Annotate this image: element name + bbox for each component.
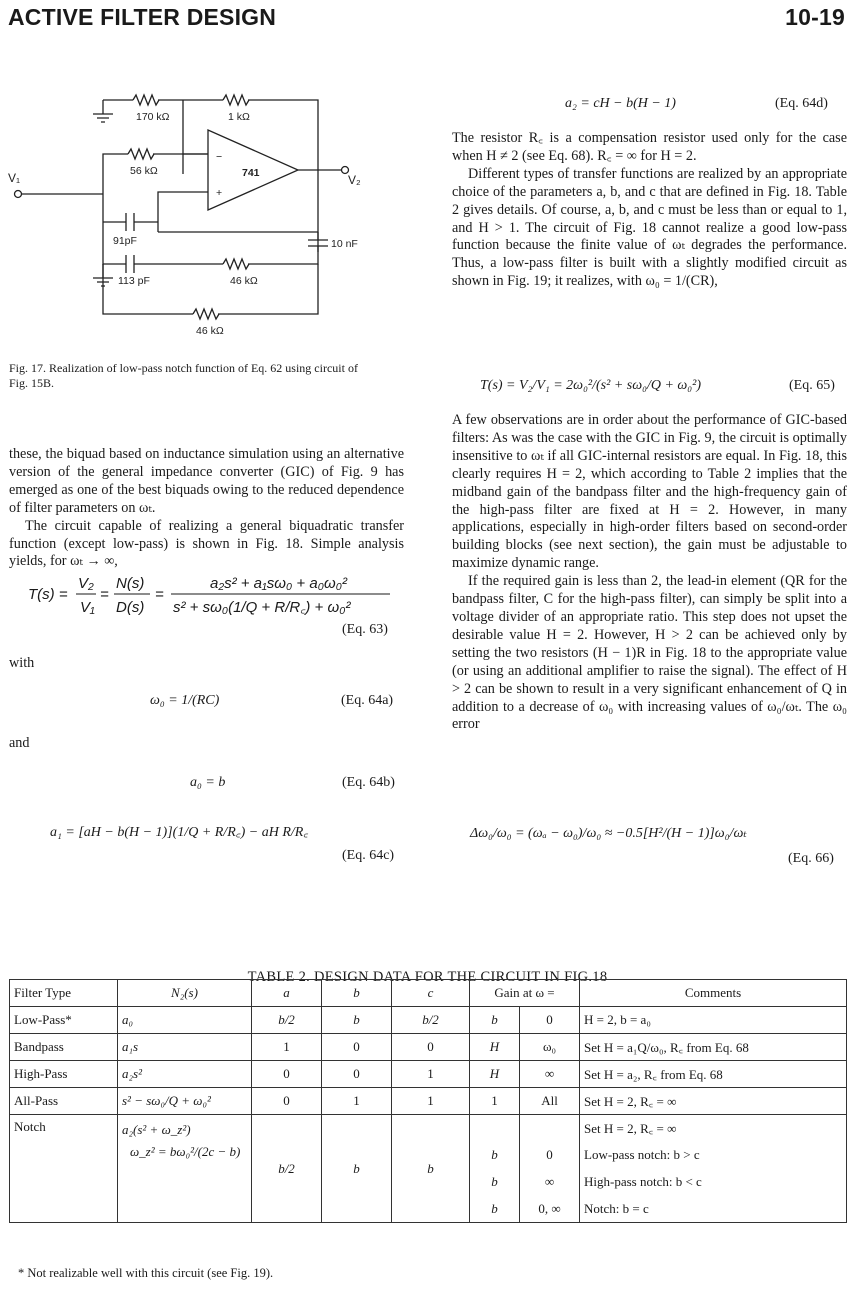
cell-a: 1 [252,1034,322,1061]
design-data-table [9,979,847,1223]
right-paragraph-2: Different types of transfer functions are realized by an appropriate choice of the parameters a, b, and c that are defined in Fig. 18. Table 2 gives details. Of course, a, b, and c must be less than or equal to 1, and H > 1. The circuit of Fig. 18 cannot realize a good low-pass function because the finite value of ωₜ degrades the performance. Thus, a low-pass filter is built with a slightly modified circuit as shown in Fig. 19; it realizes, with ω₀ = 1/(CR), [452,165,847,290]
svg-text:D(s): D(s) [116,599,145,616]
cell-gain: b [470,1196,520,1223]
left-paragraph-1: these, the biquad based on inductance simulation using an alternative version of the general impedance converter (GIC) of Fig. 9 has emerged as one of the best biquads owing to the reduced dependence of filter parameters on ωₜ. [9,446,404,516]
notch-wz: ω_z² = bω₀²/(2c − b) [130,1144,241,1159]
right-column-text-1 [452,130,847,291]
right-paragraph-4: If the required gain is less than 2, the lead-in element (QR for the bandpass filter, C for the high-pass filter), can simply be split into a voltage divider of an appropriate ratio. This step does not upset the desirable value H = 2. However, H > 2 can be achieved only by setting the two resistors (H − 1)R in Fig. 18 to the appropriate value (or using an additional amplifier to raise the signal). The effect of H > 2 can be shown to result in a very significant enhancement of Q in addition to a decrease of ω₀ with increasing values of ω₀/ωₜ. The ω₀ error [452,573,847,733]
eq65: T(s) = V₂/V₁ = 2ω₀²/(s² + sω₀/Q + ω₀²) [480,378,702,393]
cell-omega: ∞ [520,1061,580,1088]
svg-text:V₂: V₂ [78,575,94,592]
svg-text:N(s): N(s) [116,575,145,592]
cell-c: b/2 [392,1007,470,1034]
header-a: a [252,980,322,1007]
table-title: TABLE 2. DESIGN DATA FOR THE CIRCUIT IN FIG.18 [247,969,608,985]
eq65-tag: (Eq. 65) [789,378,835,393]
eq64d-tag: (Eq. 64d) [775,96,828,111]
opamp-label: 741 [242,167,260,179]
cell-gain: b [470,1007,520,1034]
cell-gain: b [470,1169,520,1196]
table-row [10,1088,847,1115]
cell-gain: H [470,1034,520,1061]
eq64a: ω₀ = 1/(RC) [150,693,220,708]
c1-label: 91pF [113,235,137,247]
r2-label: 1 kΩ [228,111,250,123]
c2-label: 10 nF [331,238,358,250]
cell-c: 0 [392,1034,470,1061]
svg-text:=: = [100,586,109,603]
cell-comment: Set H = a₂, R꜀ from Eq. 68 [580,1061,847,1088]
cell-type: Bandpass [10,1034,118,1061]
cell-omega: All [520,1088,580,1115]
cell-n2: s² − sω₀/Q + ω₀² [118,1088,252,1115]
svg-text:s² + sω₀(1/Q + R/R꜀) + ω₀²: s² + sω₀(1/Q + R/R꜀) + ω₀² [173,599,351,616]
cell-comment: Set H = 2, R꜀ = ∞ [580,1088,847,1115]
header-gain: Gain at ω = [470,980,580,1007]
and-word: and [9,735,30,751]
cell-gain: H [470,1061,520,1088]
vin-label: V₁ [8,171,21,185]
table-row-notch [10,1115,847,1142]
fig17-circuit [8,82,361,344]
eq63 [28,570,398,620]
right-paragraph-1: The resistor R꜀ is a compensation resistor used only for the case when H ≠ 2 (see Eq. 68). R꜀ = ∞ for H = 2. [452,130,847,164]
cell-omega: ∞ [520,1169,580,1196]
cell-type: High-Pass [10,1061,118,1088]
running-title: ACTIVE FILTER DESIGN [8,4,277,30]
plus-sign: + [216,187,223,199]
c3-label: 113 pF [118,275,150,287]
eq63-tag: (Eq. 63) [342,622,388,637]
eq64d: a₂ = cH − b(H − 1) [565,96,676,111]
cell-a: b/2 [252,1115,322,1223]
cell-type: Low-Pass* [10,1007,118,1034]
cell-n2: a₀ [118,1007,252,1034]
cell-comment: H = 2, b = a₀ [580,1007,847,1034]
table-row [10,1007,847,1034]
notch-n2: a₂(s² + ω_z²) [122,1122,191,1137]
table-footnote: * Not realizable well with this circuit (see Fig. 19). [18,1266,274,1280]
r5-label: 46 kΩ [196,325,224,337]
right-column-text-2 [452,412,847,734]
cell-comment: Set H = 2, R꜀ = ∞ [580,1115,847,1142]
table-header-row [10,980,847,1007]
eq64b: a₀ = b [190,775,226,790]
eq64c: a₁ = [aH − b(H − 1)](1/Q + R/R꜀) − aH R/R꜀ [50,825,309,840]
eq64a-tag: (Eq. 64a) [341,693,394,708]
eq64c-tag: (Eq. 64c) [342,848,395,863]
svg-text:V₁: V₁ [80,599,95,616]
cell-omega: 0, ∞ [520,1196,580,1223]
left-column-text [9,446,404,571]
minus-sign: − [216,151,223,163]
table-row [10,1034,847,1061]
cell-a: 0 [252,1061,322,1088]
cell-a: b/2 [252,1007,322,1034]
cell-c: 1 [392,1088,470,1115]
cell-n2: a₂s² [118,1061,252,1088]
vout-label: V₂ [348,173,361,187]
cell-b: 0 [322,1061,392,1088]
r4-label: 46 kΩ [230,275,258,287]
r1-label: 170 kΩ [136,111,170,123]
eq66-tag: (Eq. 66) [788,851,834,866]
fig17-caption: Fig. 17. Realization of low-pass notch function of Eq. 62 using circuit of Fig. 15B. [9,361,358,390]
page-number: 10-19 [785,4,845,30]
right-paragraph-3: A few observations are in order about the performance of GIC-based filters: As was the case with the GIC in Fig. 9, the circuit is optimally insensitive to ωₜ if all GIC-internal resistors are equal. In Fig. 18, this clearly requires H = 2, which according to Table 2 implies that the midband gain of the bandpass filter and the high-frequency gain of the high-pass filter are fixed at H = 2. However, in many applications, especially in high-order filters based on second-order building blocks (see next section), the gain must be adjustable to maximize dynamic range. [452,412,847,572]
cell-c: 1 [392,1061,470,1088]
svg-text:T(s) =: T(s) = [28,586,68,603]
cell-omega: ω₀ [520,1034,580,1061]
cell-a: 0 [252,1088,322,1115]
eq66: Δω₀/ω₀ = (ωₐ − ω₀)/ω₀ ≈ −0.5[H²/(H − 1)]ω₀/ωₜ [470,826,747,841]
cell-comment: Low-pass notch: b > c [580,1142,847,1169]
cell-omega: 0 [520,1142,580,1169]
with-word: with [9,655,35,671]
cell-n2 [118,1115,252,1223]
cell-b: b [322,1115,392,1223]
r3-label: 56 kΩ [130,165,158,177]
cell-comment: Set H = a₁Q/ω₀, R꜀ from Eq. 68 [580,1034,847,1061]
header-b: b [322,980,392,1007]
cell-b: 1 [322,1088,392,1115]
header-filter-type: Filter Type [10,980,118,1007]
cell-type: All-Pass [10,1088,118,1115]
cell-gain: b [470,1142,520,1169]
cell-b: b [322,1007,392,1034]
table-row [10,1061,847,1088]
cell-gain: 1 [470,1088,520,1115]
left-paragraph-2: The circuit capable of realizing a general biquadratic transfer function (except low-pass) is shown in Fig. 18. Simple analysis yields, for ωₜ → ∞, [9,517,404,570]
eq64b-tag: (Eq. 64b) [342,775,395,790]
header-comments: Comments [580,980,847,1007]
header-c: c [392,980,470,1007]
cell-n2: a₁s [118,1034,252,1061]
cell-b: 0 [322,1034,392,1061]
svg-text:a₂s² + a₁sω₀ + a₀ω₀²: a₂s² + a₁sω₀ + a₀ω₀² [210,575,347,592]
cell-omega: 0 [520,1007,580,1034]
cell-type: Notch [10,1115,118,1223]
cell-comment: Notch: b = c [580,1196,847,1223]
svg-text:=: = [155,586,164,603]
cell-comment: High-pass notch: b < c [580,1169,847,1196]
cell-c: b [392,1115,470,1223]
header-n2: N₂(s) [118,980,252,1007]
